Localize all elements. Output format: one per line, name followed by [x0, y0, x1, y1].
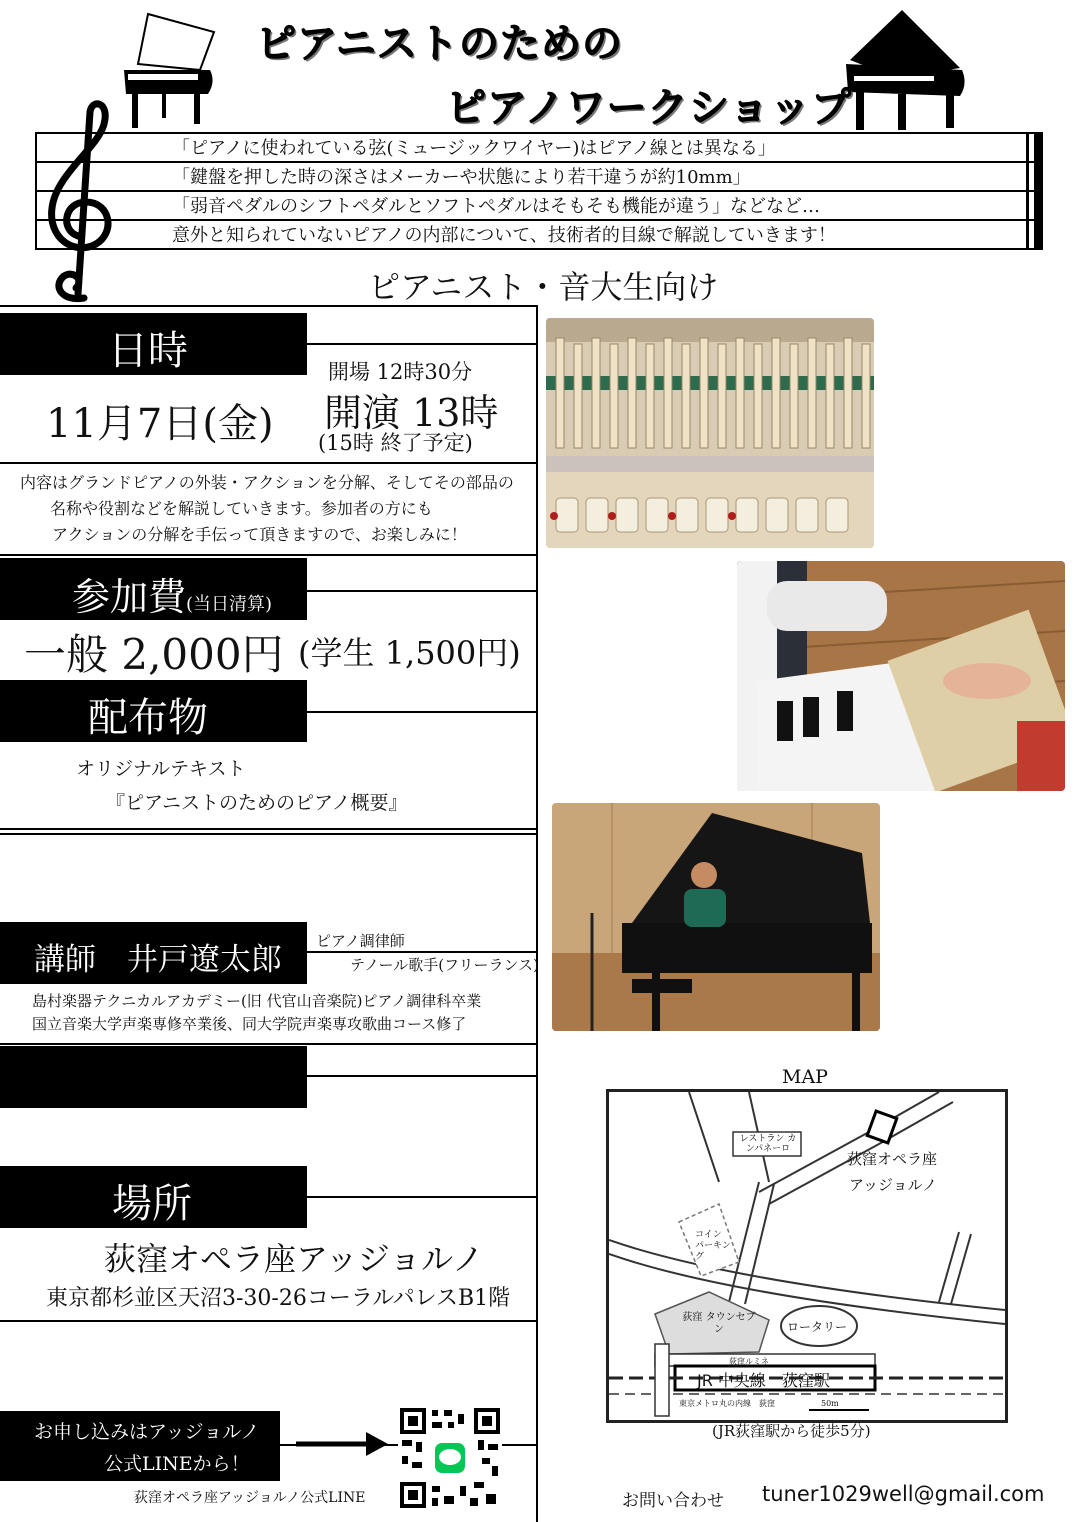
audience-label: ピアニスト・音大生向け — [368, 268, 719, 306]
instructor-bio-1: 島村楽器テクニカルアカデミー(旧 代官山音楽院)ピアノ調律科卒業 — [32, 992, 482, 1010]
divider — [307, 711, 537, 713]
column-divider — [536, 305, 538, 1522]
blank-heading-bar — [0, 1046, 307, 1108]
staff-left-bar — [35, 132, 37, 250]
start-time: 開演 13時 — [324, 391, 499, 435]
title-line-2: ピアノワークショップ — [446, 85, 852, 131]
access-map — [606, 1089, 1008, 1423]
venue-address: 東京都杉並区天沼3-30-26コーラルパレスB1階 — [46, 1286, 511, 1311]
map-metro-label: 東京メトロ丸の内線 荻窪 — [679, 1399, 775, 1408]
map-title: MAP — [782, 1066, 828, 1088]
divider — [307, 1075, 537, 1077]
map-lumine-label: 荻窪ルミネ — [729, 1357, 769, 1366]
materials-heading: 配布物 — [88, 695, 208, 741]
instructor-heading: 講師 井戸遼太郎 — [34, 942, 282, 978]
intro-line-4: 意外と知られていないピアノの内部について、技術者的目線で解説していきます！ — [172, 225, 836, 246]
schedule-heading: 日時 — [108, 328, 188, 374]
staff-end-thin — [1026, 132, 1029, 250]
line-qr-code[interactable] — [398, 1406, 502, 1510]
doors-time: 開場 12時30分 — [328, 360, 473, 384]
instructor-heading-bar — [0, 922, 307, 984]
grand-piano-left-icon — [118, 12, 220, 132]
schedule-heading-bar — [0, 313, 307, 375]
divider — [0, 462, 537, 464]
intro-line-3: 「弱音ペダルのシフトペダルとソフトペダルはそもそも機能が違う」などなど… — [172, 196, 820, 217]
contact-label: お問い合わせ — [622, 1491, 724, 1511]
signup-line-1: お申し込みはアッジョルノ — [34, 1421, 260, 1443]
qr-caption: 荻窪オペラ座アッジョルノ公式LINE — [134, 1490, 366, 1506]
map-town-seven-label: 荻窪 タウンセブン — [682, 1312, 756, 1335]
pianist-performance-photo — [552, 803, 880, 1031]
signup-line-2: 公式LINEから！ — [104, 1453, 250, 1475]
fee-note: (当日清算) — [186, 594, 273, 615]
fee-heading: 参加費 — [72, 575, 187, 619]
materials-line-2: 『ピアニストのためのピアノ概要』 — [106, 792, 408, 814]
description-line-1: 内容はグランドピアノの外装・アクションを分解、そしてその部品の — [20, 473, 514, 492]
title-line-1: ピアニストのための — [256, 21, 623, 67]
piano-action-photo — [546, 318, 874, 548]
staff-end-thick — [1034, 132, 1043, 250]
materials-heading-bar — [0, 680, 307, 742]
map-parking-label: コイン パーキング — [695, 1230, 731, 1262]
venue-heading: 場所 — [112, 1181, 192, 1227]
venue-name: 荻窪オペラ座アッジョルノ — [104, 1240, 484, 1278]
arrow-right-icon — [296, 1428, 390, 1460]
divider — [0, 828, 537, 830]
instructor-role-1: ピアノ調律師 — [316, 932, 405, 950]
intro-line-2: 「鍵盤を押した時の深さはメーカーや状態により若干違うが約10mm」 — [172, 167, 751, 188]
instructor-role-2: テノール歌手(フリーランス) — [350, 956, 539, 974]
walk-time: (JR荻窪駅から徒歩5分) — [712, 1422, 871, 1440]
divider — [307, 343, 537, 345]
map-station-label: JR 中央線 荻窪駅 — [697, 1371, 830, 1390]
venue-heading-bar — [0, 1166, 307, 1228]
grand-piano-right-icon — [842, 8, 970, 134]
fee-student: (学生 1,500円) — [298, 634, 521, 672]
map-venue-label-1: 荻窪オペラ座 — [847, 1150, 938, 1168]
divider — [0, 1043, 537, 1045]
divider — [0, 833, 537, 835]
description-line-3: アクションの分解を手伝って頂きますので、お楽しみに！ — [52, 525, 467, 544]
intro-line-1: 「ピアノに使われている弦(ミュージックワイヤー)はピアノ線とは異なる」 — [172, 138, 776, 159]
description-line-2: 名称や役割などを解説していきます。参加者の方にも — [50, 499, 433, 518]
staff-line — [35, 248, 1043, 250]
divider — [307, 1196, 537, 1198]
materials-line-1: オリジナルテキスト — [76, 758, 246, 780]
map-venue-label-2: アッジョルノ — [849, 1176, 938, 1194]
map-scale-label: 50m — [821, 1399, 839, 1408]
divider — [0, 1320, 537, 1322]
divider — [0, 554, 537, 556]
map-rotary-label: ロータリー — [787, 1320, 848, 1334]
event-date: 11月7日(金) — [46, 401, 274, 447]
fee-heading-bar — [0, 558, 307, 620]
contact-email[interactable]: tuner1029well@gmail.com — [762, 1482, 1045, 1506]
treble-clef-icon — [38, 98, 118, 304]
divider — [307, 951, 537, 953]
instructor-bio-2: 国立音楽大学声楽専修卒業後、同大学院声楽専攻歌曲コース修了 — [32, 1015, 467, 1033]
fee-general: 一般 2,000円 — [24, 630, 284, 679]
hands-on-action-photo — [737, 561, 1065, 791]
end-time: (15時 終了予定) — [318, 431, 473, 455]
map-restaurant-label: レストラン カンパネーロ — [739, 1134, 797, 1154]
signup-bar — [0, 1411, 280, 1481]
divider — [307, 590, 537, 592]
divider — [0, 305, 537, 307]
